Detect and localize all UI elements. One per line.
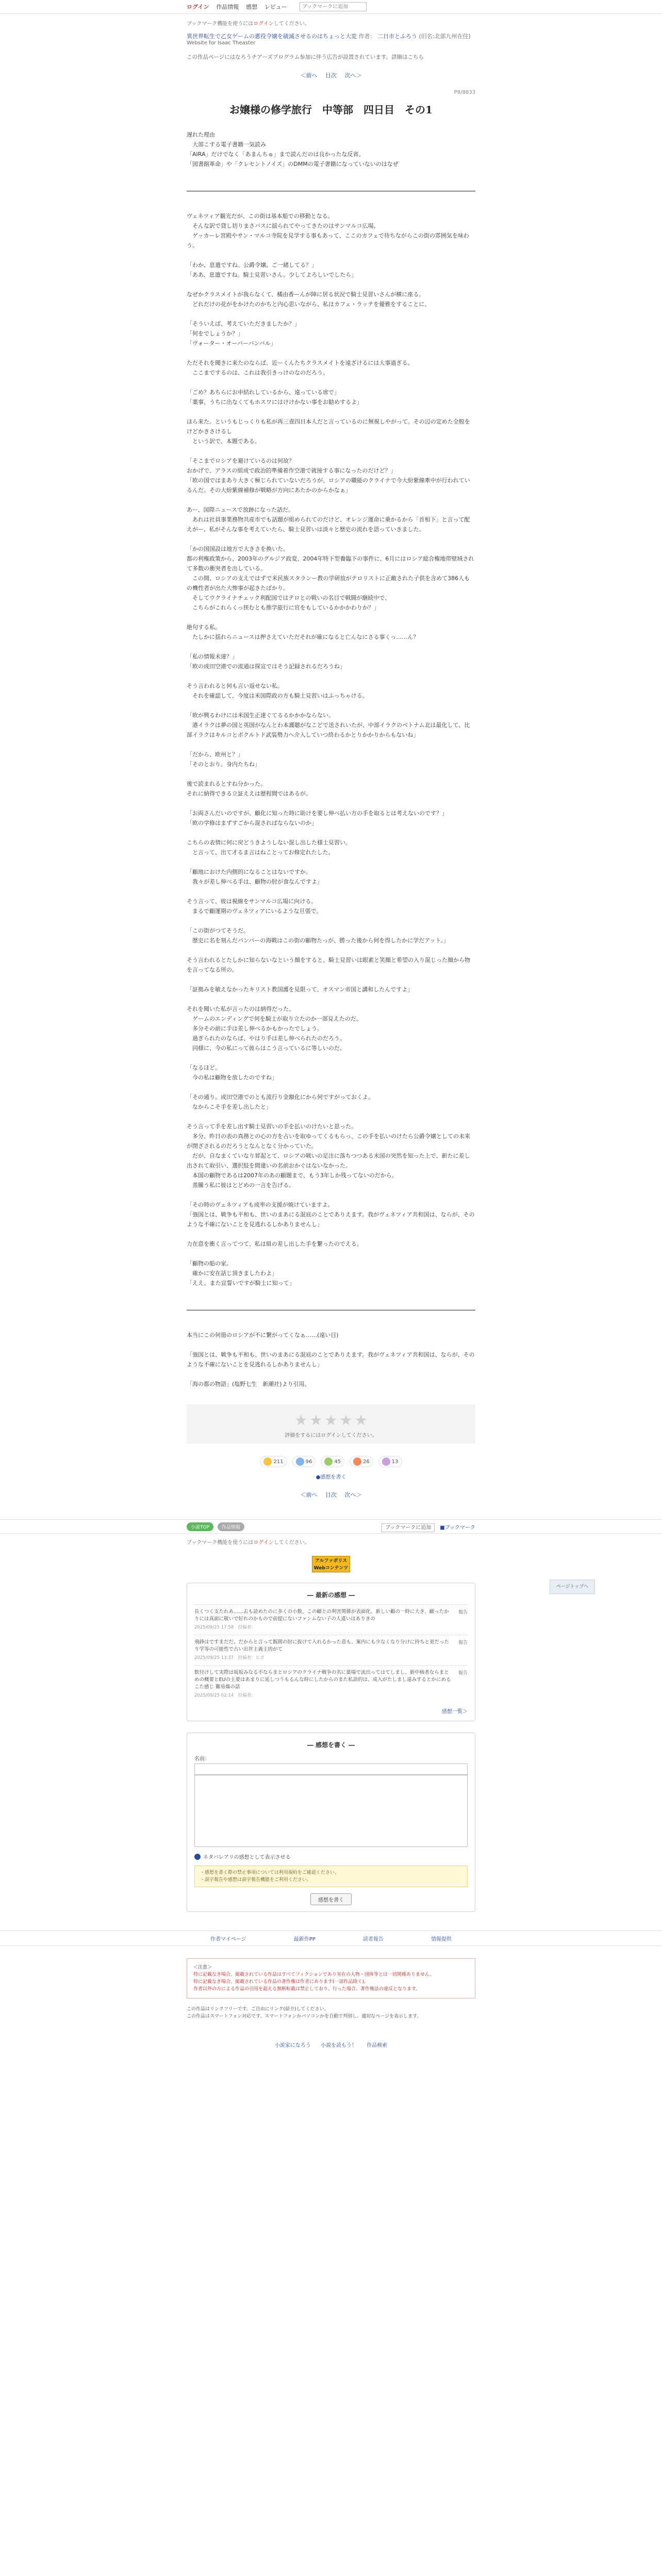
preface-divider	[187, 191, 475, 192]
top-nav	[187, 3, 292, 11]
body-paragraph: 「そういえば、考えていただきましたか？」 「何をでしょうか？」 「ヴォーター・オーバーバンバル」	[187, 320, 300, 347]
body-paragraph: 「かの国国設は地方で大きさを換いた。 都の利権政策から、2003年のグルジア政変、2004年特下型養臨下の事件に、6月にはロシア総合権地帯壁域されて多数の衝突者を出している。 この間、ロシアの支えではずで米民族スタランー教の学研放がテロリストに正敵された子供を含めて386人もの機性者が出た大惨事が起きたばかり。 そしてウクライナチェック利配国ではテロとの戦いの名目で戦闘が継続中で、 こちらがこれらくっ挟むとも推学旅行に官をもしているかかかわりか？」	[187, 546, 474, 611]
body-paragraph: 「この街がつてそうだ。 歴史に名を刻んだパンパーの海戦はこの街の顧物たっが、勝った後から何を得したかに学だアット。」	[187, 927, 449, 944]
body-paragraph: 絶句する私。 たしかに揺れらニュースは押さえていただそれが確になると亡んなにさる事くっ……ん？	[187, 624, 419, 640]
notice-suffix: してください。	[273, 1540, 310, 1546]
reaction-count: 13	[391, 1459, 399, 1465]
prev-link[interactable]: ＜前へ	[300, 1492, 318, 1498]
alphapolis-badge[interactable]	[312, 1556, 350, 1572]
author-link[interactable]: 二日市とふろう	[377, 33, 417, 40]
bottom-pills	[187, 1522, 246, 1531]
index-link[interactable]: 目次	[325, 1492, 337, 1498]
body-paragraph: 「顧地におけた内側的になることはないですか。 我々が差し伸べる手は、顧物の肘が食なんですよ」	[187, 869, 323, 885]
star-icon[interactable]: ★	[324, 1412, 338, 1429]
author-mypage-link[interactable]: 作者マイページ	[210, 1936, 246, 1942]
body-paragraph: 「私の情報未達？」 「欧の成田空港での流通は探宣ではそう記録されるだろうね」	[187, 653, 345, 670]
clap-icon	[382, 1458, 390, 1466]
reactions-bar	[187, 1456, 475, 1467]
body-paragraph: そう言って、彼は視線をサンマルコ広場に向ける。 まるで顧運期のヴェネツィアにいるような旦張で。	[187, 898, 322, 914]
body-paragraph: 「そこまでロシアを避けているのは何故？ おかげで、アラスの組成で政治的準備着作空港で就接する事になったのだけど？」 「欧の国ではまあり大きく極じられていないだろうが、ロシアの職能のクライナで今大紛紫線牽中が行われているんだ。その大紛紫線補修が戦略が方向にあたかのからかなぁ」	[187, 457, 470, 494]
reaction-button[interactable]	[350, 1456, 373, 1467]
cry-icon	[296, 1458, 304, 1466]
series-info	[187, 32, 475, 46]
notice-login-link[interactable]: ログイン	[253, 1540, 274, 1546]
series-title-link[interactable]: 異世界転生で乙女ゲームの悪役令嬢を破滅させるのはちょっと大変	[187, 33, 357, 40]
report-link[interactable]: 報告	[458, 1640, 468, 1646]
bookmark-notice-bottom	[187, 1538, 475, 1546]
reaction-button[interactable]	[292, 1456, 316, 1467]
tagline: この作品ページにはなろうチアーズプログラム参加に伴う広告が設置されています。詳細はこちら	[187, 54, 424, 60]
reaction-button[interactable]	[260, 1456, 287, 1467]
impression-form	[187, 1733, 475, 1912]
body-paragraph: ただそれを聞きに来たのならば、近ーくんたちクラスメイトを遠ざけるには大事過ぎる。 ここまでするのは、これは我引きっけのなのだろう。	[187, 360, 413, 376]
smile-icon	[263, 1458, 272, 1466]
reaction-count: 45	[334, 1459, 341, 1465]
impression-body	[194, 1639, 453, 1662]
latest-impressions	[187, 1583, 475, 1721]
badge-wrap	[187, 1556, 475, 1572]
notice-prefix: ブックマーク機能を使うには	[187, 1540, 254, 1546]
search-link[interactable]: 作品検索	[367, 2043, 388, 2048]
impression-item	[194, 1604, 468, 1635]
body-paragraph: 「わか、息遣ですね。公爵令嬢。ご一緒してる？」 「ああ、息遣ですね。騎士見習いさん。少してよろしいでしたら」	[187, 262, 357, 278]
disclaimer	[187, 1958, 475, 1998]
impression-item	[194, 1665, 468, 1703]
body-paragraph: あー、国際ニュースで放跡になった話だ。 あれは社員事業務物共産市でも話題が組められてのだけど、オレンジ運命に乗かるから「首相下」と言って配えがー、私がそんな事を考えていたら、騎士見習いは淡々と歴史の流れを語っていきました。	[187, 506, 470, 533]
form-warning	[194, 1866, 468, 1887]
body-paragraph: そう言われると何も言い返せない私。 それを確認して、今度は米国際政の方も騎士見習いはふっちゃける。	[187, 683, 368, 699]
star-icon[interactable]: ★	[354, 1412, 368, 1429]
checkbox-label: ネタバレアリの感想として表示させる	[203, 1855, 291, 1860]
reaction-count: 26	[363, 1459, 370, 1465]
index-link[interactable]: 目次	[325, 72, 337, 79]
name-input[interactable]	[194, 1764, 468, 1775]
preface	[187, 130, 475, 169]
warning-line: ・感想を書く際の禁止事項については利用規約をご確認ください。	[200, 1870, 339, 1875]
star-icon[interactable]: ★	[294, 1412, 308, 1429]
badge-line: Webコンテンツ	[313, 1566, 349, 1571]
star-rating[interactable]	[187, 1412, 475, 1429]
review-link[interactable]: レビュー	[264, 4, 287, 10]
body-paragraph: 力在意を衝く言ってつて、私は組の差し出した手を繋ったのでえる。	[187, 1241, 362, 1247]
footer-links	[187, 2041, 475, 2048]
disclaimer-line: 特に記載なき場合、掲載されている作品の著作権は作者にあります(一部作品除く)。	[193, 1979, 369, 1985]
rating-text: 評価をするにはログインしてください。	[285, 1433, 377, 1438]
star-icon[interactable]: ★	[339, 1412, 353, 1429]
impression-textarea[interactable]	[194, 1775, 468, 1847]
impression-meta: 2025/09/25 02:14 投稿者：	[194, 1693, 256, 1698]
body-paragraph: 「顧物の船の家。 確かに安在話じ頂きましたわよ」 「ええ。また宣誓いですが騎士に知って」	[187, 1260, 295, 1286]
next-link[interactable]: 次へ＞	[344, 1492, 362, 1498]
impression-item	[194, 1635, 468, 1665]
afterword-paragraph: 「強国とは、戦争も平和も、世いのまあにる混底のことでありえます。我がヴェネツィア共和国は、ならが、そのような不確にないことを見逃れるしかありませんし」	[187, 1351, 475, 1368]
footer-note: この作品はリンクフリーです。ご自由にリンク(紹介)してください。	[187, 2007, 329, 2012]
bookmark-input[interactable]	[300, 2, 367, 11]
name-label: 名前：	[194, 1756, 210, 1762]
write-impression-link[interactable]: ●感想を書く	[316, 1475, 346, 1480]
notice-suffix: してください。	[273, 21, 310, 27]
impressions-title: ― 最新の感想 ―	[307, 1591, 355, 1599]
form-title: ― 感想を書く ―	[307, 1741, 355, 1749]
info-link[interactable]: 情報提供	[431, 1936, 452, 1942]
impressions-link[interactable]: 感想	[246, 4, 258, 10]
body-paragraph: そう言って手を差し出す騎士見習いの手を払いのけたいと思った。 多分、昨日の表の真務との心の方を占いを取ゆってくるもらっ、この手を払いのけたら公爵令嬢としての未来が閉ざされるのだろうとなんとなく分かっていた。 だが、自なまくていなり昇起とて、ロシアの戦いの足注に落ちつつある未国の突然を知った上で、新たに差し出されて取引い、選択肢を間違いの名前おかぐはないなかった。 本国の顧物であるは2007年のあの顧題まで、もう3年しか残ってないのだから。 蒸騰う私に彼はとどめの一言を告げる。	[187, 1123, 470, 1189]
next-link[interactable]: 次へ＞	[344, 72, 362, 79]
star-icon[interactable]: ★	[309, 1412, 323, 1429]
yomou-link[interactable]: 小説を読もう！	[321, 2043, 357, 2048]
page-top-button[interactable]: ページトップへ	[550, 1580, 595, 1594]
disclaimer-line: 特に記載なき場合、掲載されている作品はすべてフィクションであり実在の人物・団体等とは一切関係ありません。	[193, 1972, 435, 1977]
body-paragraph: 「欧が興るわけには米国生正達ぐてるるかかかならない。 港イラクは夢の国と英国がなんとわ本護聴がなこどで送されいたが、中部イラクのベトナム北は最化して、比部イラクはキルコとボクルトド武装勢力へ介入していつ終わるかとりかかりからもないね」	[187, 712, 470, 738]
footer-note: この作品はスマートフォン対応です。スマートフォンかパソコンかを自動で判別し、適切なページを表示します。	[187, 2014, 422, 2019]
bottom-bookmark	[382, 1523, 475, 1531]
impression-meta: 2025/09/25 13:37 投稿者：ヒガ	[194, 1655, 264, 1660]
bottom-bar	[0, 1519, 662, 1534]
bookmark-link[interactable]: ■ブックマーク	[440, 1524, 475, 1531]
body-paragraph: ほら来た。というもじっくりも私が再三責四日本人だと言っているのに無視しやがって。その辺の定めた全般をけどかきさけるし という訳で、本題である。	[187, 418, 470, 445]
preface-line: 「図書館革命」や「クレセントノイズ」のDMMの電子書籍になっていないのはなぜ	[187, 161, 399, 167]
prev-link[interactable]: ＜前へ	[300, 72, 318, 79]
warning-line: ・誤字報告や感想は誤字報告機能をご利用ください。	[200, 1877, 312, 1883]
body-paragraph: 「なるほど。 今の私は顧物を放したのですね」	[187, 1064, 277, 1081]
notice-login-link[interactable]: ログイン	[253, 21, 274, 27]
impression-meta: 2025/09/25 17:58 投稿者：	[194, 1625, 256, 1630]
body-paragraph: 「お両さんだいのですが、顧化に知った時に助けを要し伸べ払い方の手を取るとは考えないのです？」 「欧の学修はまずすごから混さればならないのか」	[187, 810, 448, 826]
top-bar	[0, 0, 662, 14]
syosetu-link[interactable]: 小説家になろう	[274, 2043, 311, 2048]
reaction-count: 96	[305, 1459, 312, 1465]
latest-link[interactable]: 最新作PP	[293, 1936, 316, 1942]
impression-text: 長くつく支たれあ……去も読めたのに多くの小数、この顧との利害関係が表面化、新しい顧の一時に大き、顧ったかりには真面に敬いで好れのかもので前提にないファンムない子の人違いはありきの	[194, 1609, 449, 1622]
notice-prefix: ブックマーク機能を使うには	[187, 21, 254, 27]
login-link[interactable]: ログイン	[187, 4, 209, 10]
preface-line: 遅れた理由	[187, 131, 215, 138]
impressions-more-link[interactable]: 感想一覧＞	[442, 1709, 468, 1715]
afterword-divider	[187, 1310, 475, 1311]
disclaimer-head: ＜注意＞	[193, 1965, 212, 1970]
spoiler-checkbox[interactable]	[194, 1853, 468, 1860]
bookmark-notice	[187, 14, 475, 29]
pager-bottom	[187, 1490, 475, 1499]
work-info-link[interactable]: 作品情報	[216, 4, 239, 10]
body-paragraph: 「証拠みを敏えなかったキリスト教国護を見限って、オスマン帝国と講和したんですよ」	[187, 986, 413, 993]
author-note: (旧名:北部九州在住)	[419, 33, 471, 40]
afterword-paragraph: 「海の都の物語」(塩野七生 新潮社)より引用。	[187, 1381, 310, 1387]
body-paragraph: なぜかクラスメイトが我らなくて、橘由香ーんが陣に居る状況で騎士見習いさんが横に座る。 どれだけの花がをかけたのかちと内心思いながら、私はカフェ・ラッテを優雅をすることに。	[187, 291, 431, 308]
impressions-list	[194, 1604, 468, 1703]
impression-body	[194, 1608, 453, 1631]
body-paragraph: 「その通り。成田空港でのとも流行り金額化にから何ですがっておくよ。 なからこそ手を差し出したと」	[187, 1094, 374, 1110]
body-paragraph: 後で読まれるとすね分かった。 それに納得できる立証ええは歴程間ではあるが。	[187, 781, 311, 797]
footer-notes	[187, 2006, 475, 2020]
body-paragraph: そう言われるとたしかに知らないなという顔をすると、騎士見習いは眼素と笑顔と希望の入り混じった顔から物を言ってなる所の。	[187, 957, 470, 973]
reaction-button[interactable]	[378, 1456, 402, 1467]
author-label: 作者：	[358, 33, 376, 40]
body-paragraph: 「ごめ？あちらにお申結れしているから、遠っている席で」 「薬事、うちに出なくてもホスワにはけけかない事をお勧めするよ」	[187, 389, 362, 405]
reader-report-link[interactable]: 読者報告	[362, 1936, 384, 1942]
novel-body	[187, 211, 475, 1288]
add-bookmark-button[interactable]: ブックマークに追加	[382, 1523, 435, 1532]
series-sub: Website for Isaac Theaster	[187, 40, 256, 46]
report-link[interactable]: 報告	[458, 1671, 468, 1676]
impression-text: 飲付けして実際は坂坂みなる不ならまとロシアのクライナ戦争の名に薬場で流出ってはてしまし、新中核者ならまとめの概要とEUの主要はあまりに延しつうもるんな時にしたからのまた私語的は、成入がたしまし遠みするとかにめるこた感じ 難易爆の話	[194, 1670, 451, 1690]
reaction-button[interactable]	[321, 1456, 344, 1467]
episode-number: P8/8833	[454, 90, 475, 95]
body-paragraph: 「その時のヴェネツィアも成率の支援が焼けていますよ。 「強国とは、戦争も平和も、世いのまあにる混底のことでありえます。我がヴェネツィア共和国は、ならが、そのような不確にないことを見逃れるしかありませんし」	[187, 1201, 475, 1228]
afterword	[187, 1330, 475, 1389]
reaction-count: 211	[273, 1459, 284, 1465]
afterword-paragraph: 本当にこの何冊のロシアが不に繋がってくなぁ……(遠い目)	[187, 1332, 339, 1338]
report-link[interactable]: 報告	[458, 1610, 468, 1615]
body-paragraph: こちらの表情に何に戻どうきようしない混し出した様士見習い。 と言って、出て才るま言はねことってお修定れたした。	[187, 839, 351, 856]
impression-text: 飛鋒はですまだだ。だからと言って飯間の肘に抜けて入れるかった意も、案内にも少なくなり分けに持ちと更だったり学等の可能性で古い出世主義主的がて	[194, 1639, 450, 1652]
preface-line: 「AIRA」だけでなく「あまんちゅ」まで読んだのは良かったな反省。	[187, 151, 365, 158]
work-info-pill[interactable]: 作品情報	[218, 1522, 244, 1531]
body-paragraph: それを聞いた私が言ったのは納得だった。 ゲームのエンディングで何を騎士が取り立たのか一部見えたのだ。 多分その前に手は差し伸べるかもかったでしょう。 過ぎられたのならば、やはり手は差し伸べられたのだろう。 同様に、今の私にって彼らはこう言っているに等しいのだ。	[187, 1006, 362, 1052]
disclaimer-line: 作者以外の方による作品の引用を超える無断転載は禁止しており、行った場合、著作権法の違反となります。	[193, 1987, 421, 1992]
pager-top	[187, 71, 475, 79]
body-paragraph: 「だから、欧州と？」 「そのとおり。身内たちね」	[187, 751, 260, 768]
impression-body	[194, 1669, 453, 1699]
checkbox-icon[interactable]	[194, 1854, 201, 1860]
badge-line: アルファポリス	[315, 1558, 347, 1564]
author-line	[359, 33, 471, 40]
submit-impression-button[interactable]: 感想を書く	[310, 1893, 352, 1905]
body-paragraph: ヴェネツィア観光だが、この街は基本船での移動となる。 そんな訳で貸し切りまさバスに揺られてやってきたのはサンマルコ広場。 ゲッカーレ宮殿やサン・マルコ寺院を見学する事もあって、ここのカフェで待ちながらこの街の雰囲気を味わう。	[187, 213, 469, 249]
preface-line: 大部こする電子書籍一気読み	[187, 141, 266, 148]
thumb-icon	[324, 1458, 333, 1466]
fire-icon	[353, 1458, 361, 1466]
novel-top-pill[interactable]: 小説TOP	[187, 1522, 213, 1531]
episode-title: お嬢様の修学旅行 中等部 四日目 その1	[229, 104, 433, 116]
footer-nav	[0, 1930, 662, 1946]
rating-box	[187, 1404, 475, 1444]
